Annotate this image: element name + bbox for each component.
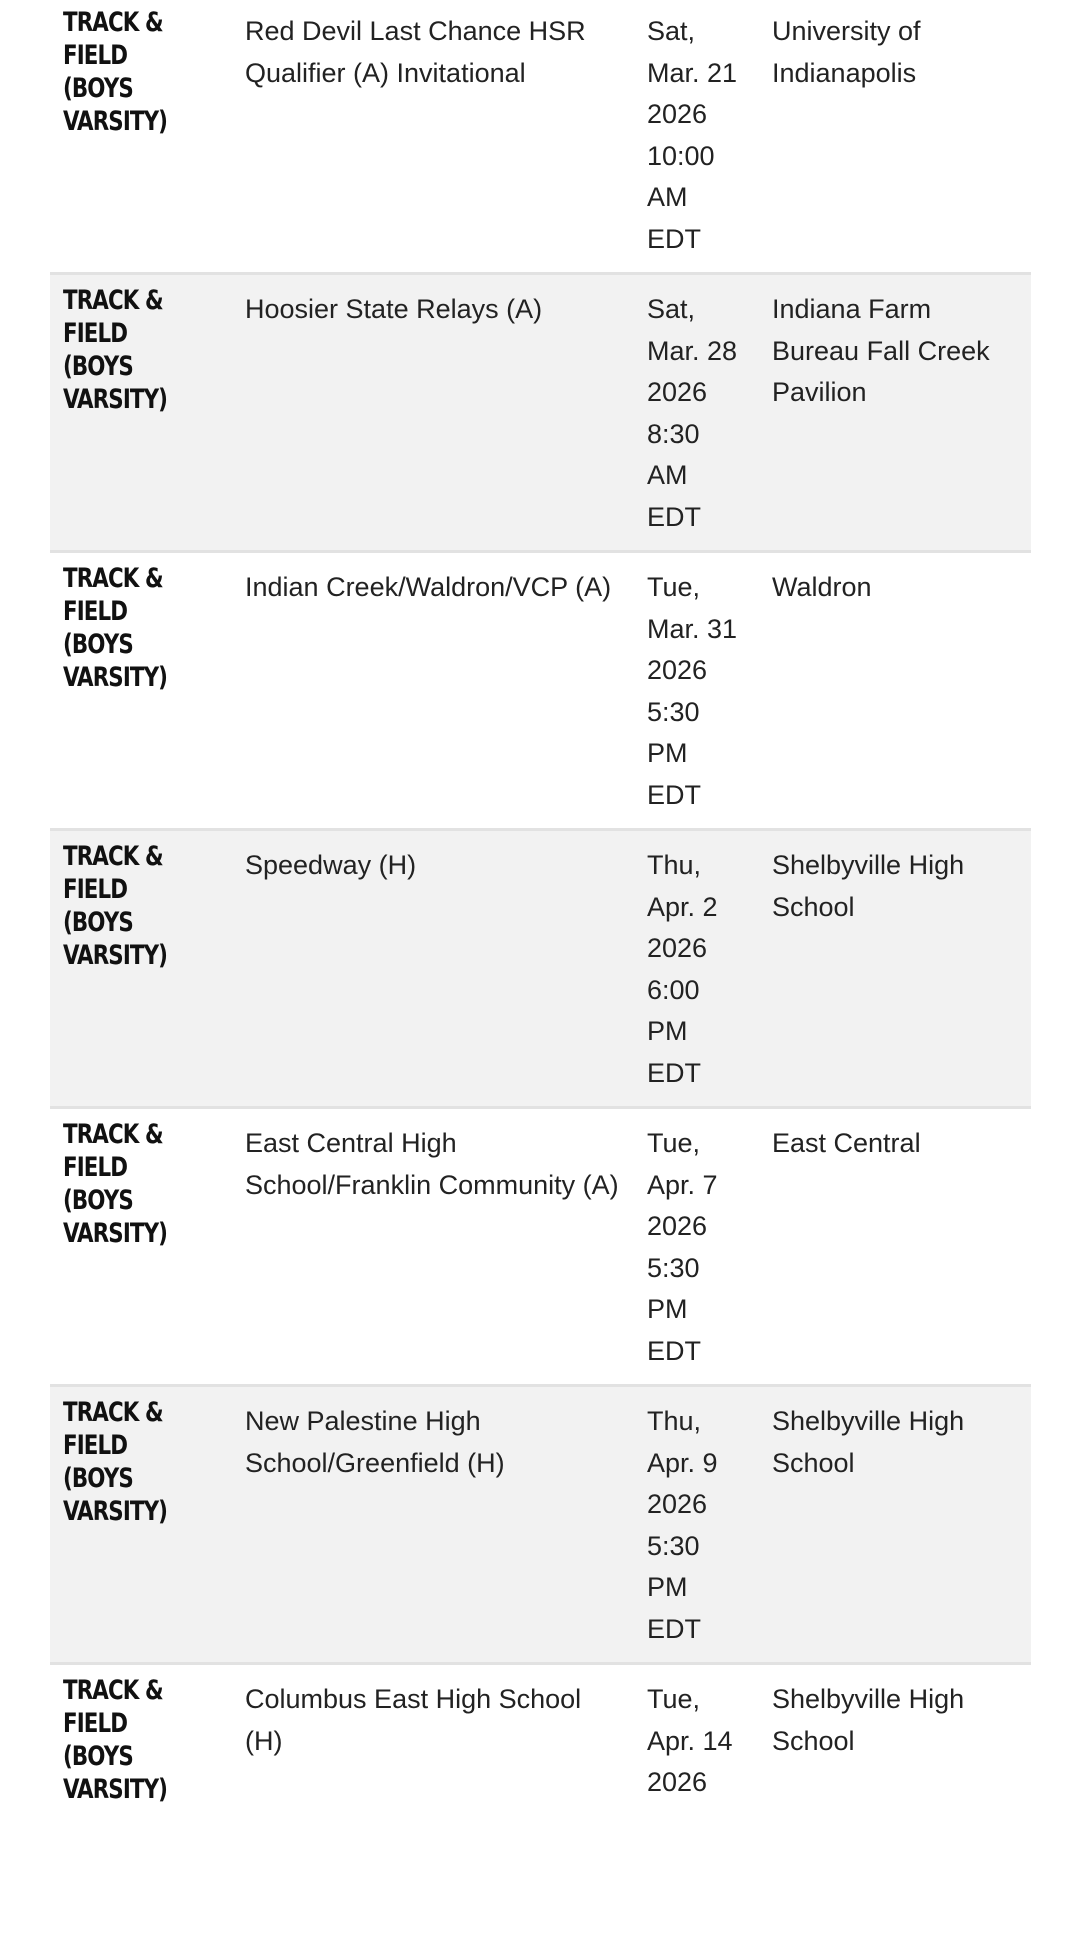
event-location: Shelbyville High School [772, 850, 965, 922]
event-location: Indiana Farm Bureau Fall Creek Pavilion [772, 294, 990, 407]
table-row [50, 0, 1031, 275]
event-name: Hoosier State Relays (A) [245, 294, 543, 324]
sport-label: TRACK & FIELD (BOYS VARSITY) [63, 285, 168, 415]
table-row [50, 1109, 1031, 1387]
schedule-table [50, 0, 1031, 1943]
event-location: East Central [772, 1128, 921, 1158]
event-name: Indian Creek/Waldron/VCP (A) [245, 572, 612, 602]
event-datetime: Thu, Apr. 2 2026 6:00 PM EDT [647, 850, 718, 1088]
event-datetime: Thu, Apr. 9 2026 5:30 PM EDT [647, 1406, 718, 1644]
sport-label: TRACK & FIELD (BOYS VARSITY) [63, 841, 168, 971]
event-location: Shelbyville High School [772, 1684, 965, 1756]
sport-label: TRACK & FIELD (BOYS VARSITY) [63, 563, 168, 693]
event-name: New Palestine High School/Greenfield (H) [245, 1406, 505, 1478]
table-row [50, 275, 1031, 553]
table-row [50, 1387, 1031, 1665]
table-row [50, 1665, 1031, 1943]
event-datetime: Tue, Apr. 14 2026 [647, 1684, 733, 1797]
event-name: Speedway (H) [245, 850, 417, 880]
event-datetime: Sat, Mar. 21 2026 10:00 AM EDT [647, 16, 738, 254]
event-datetime: Tue, Apr. 7 2026 5:30 PM EDT [647, 1128, 718, 1366]
event-datetime: Tue, Mar. 31 2026 5:30 PM EDT [647, 572, 738, 810]
event-location: Shelbyville High School [772, 1406, 965, 1478]
sport-label: TRACK & FIELD (BOYS VARSITY) [63, 1119, 168, 1249]
event-name: Red Devil Last Chance HSR Qualifier (A) Invitational [245, 16, 586, 88]
sport-label: TRACK & FIELD (BOYS VARSITY) [63, 1397, 168, 1527]
sport-label: TRACK & FIELD (BOYS VARSITY) [63, 7, 168, 137]
sport-label: TRACK & FIELD (BOYS VARSITY) [63, 1675, 168, 1805]
table-row [50, 831, 1031, 1109]
event-location: Waldron [772, 572, 872, 602]
table-row [50, 553, 1031, 831]
event-name: East Central High School/Franklin Community (A) [245, 1128, 619, 1200]
event-location: University of Indianapolis [772, 16, 921, 88]
event-datetime: Sat, Mar. 28 2026 8:30 AM EDT [647, 294, 738, 532]
event-name: Columbus East High School (H) [245, 1684, 582, 1756]
